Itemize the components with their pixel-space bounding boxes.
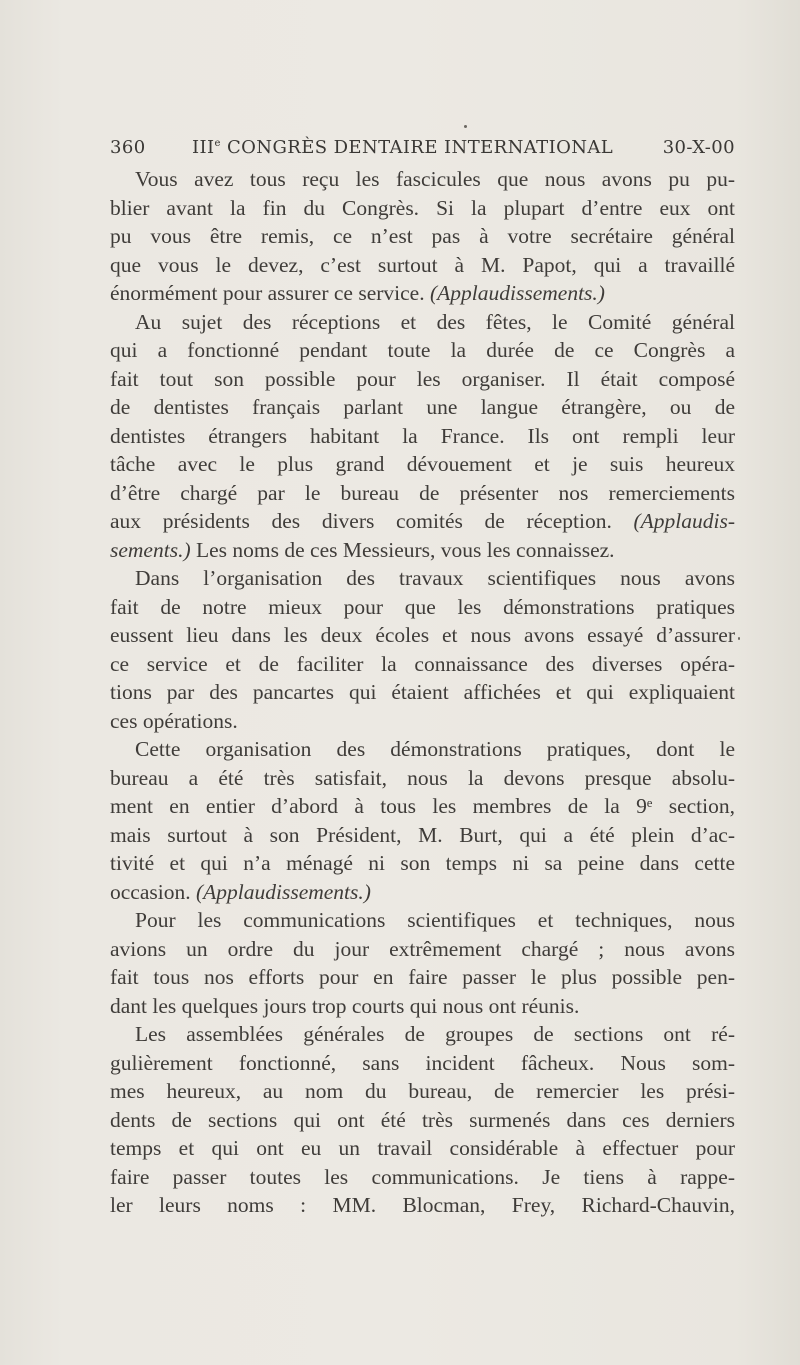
line-text: d’être chargé par le bureau de présenter nos remerciements [110,480,735,505]
text-line [110,194,735,223]
line-text: fait de notre mieux pour que les démonstrations pratiques [110,594,735,619]
line-text: tivité et qui n’a ménagé ni son temps ni sa peine dans cette [110,851,735,875]
italic-text: sements.) [110,537,191,562]
text-line [110,1191,735,1220]
line-text: avions un ordre du jour extrêmement chargé ; nous avons [110,936,735,961]
line-text: tions par des pancartes qui étaient affichées et qui expliquaient [110,680,735,704]
text-line [110,336,735,365]
line-text: fait tout son possible pour les organiser. Il était composé [110,366,735,391]
text-line [110,422,735,451]
line-text: ment en entier d’abord à tous les membres de la 9ᵉ section, [110,794,735,818]
text-line [110,650,735,679]
text-line [110,251,735,280]
page-number: 360 [110,137,146,158]
italic-text: (Applaudissements.) [195,879,371,904]
text-line [110,393,735,422]
text-line [110,963,735,992]
text-line [110,935,735,964]
ink-speck [464,125,467,128]
line-text: temps et qui ont eu un travail considérable à effectuer pour [110,1136,735,1160]
italic-text: (Applaudissements.) [429,281,605,305]
text-line [110,992,735,1021]
text-line [110,365,735,394]
line-text: eussent lieu dans les deux écoles et nous avons essayé d’assurer [110,623,735,647]
body-text [110,165,735,1220]
text-line [110,878,735,907]
text-line [110,1049,735,1078]
text-line [110,906,735,935]
line-text: Au sujet des réceptions et des fêtes, le Comité général [135,309,735,334]
text-line [110,1163,735,1192]
line-text: ce service et de faciliter la connaissance des diverses opéra- [110,651,735,676]
running-title-text: CONGRÈS DENTAIRE INTERNATIONAL [220,137,614,158]
text-line [110,308,735,337]
text-line [110,764,735,793]
line-text: énormément pour assurer ce service. [110,281,430,305]
running-title-prefix: III [192,137,215,158]
running-date: 30-X-00 [662,137,735,158]
text-line [110,279,735,308]
running-head [110,137,735,163]
line-text: dents de sections qui ont été très surmenés dans ces derniers [110,1107,735,1132]
text-line [110,735,735,764]
line-text: Les noms de ces Messieurs, vous les connaissez. [190,537,615,562]
line-text: occasion. [110,879,196,904]
line-text: mes heureux, au nom du bureau, de remercier les prési- [110,1079,735,1103]
line-text: aux présidents des divers comités de réception. [110,509,634,533]
text-line [110,621,735,650]
text-line [110,222,735,251]
line-text: mais surtout à son Président, M. Burt, qui a été plein d’ac- [110,822,735,847]
line-text: ler leurs noms : MM. Blocman, Frey, Richard-Chauvin, [110,1193,735,1217]
line-text: qui a fonctionné pendant toute la durée de ce Congrès a [110,338,735,362]
running-title [192,137,613,158]
text-line [110,165,735,194]
text-line [110,536,735,565]
line-text: dant les quelques jours trop courts qui nous ont réunis. [110,993,580,1018]
line-text: Les assemblées générales de groupes de sections ont ré- [135,1022,735,1046]
line-text: de dentistes français parlant une langue étrangère, ou de [110,395,735,419]
line-text: Cette organisation des démonstrations pratiques, dont le [135,737,735,761]
text-line [110,1106,735,1135]
line-text: bureau a été très satisfait, nous la devons presque absolu- [110,765,735,790]
line-text: tâche avec le plus grand dévouement et je suis heureux [110,452,735,476]
text-line [110,849,735,878]
text-line [110,1077,735,1106]
line-text: pu vous être remis, ce n’est pas à votre secrétaire général [110,224,735,248]
text-line [110,678,735,707]
italic-text: (Applaudis- [633,509,735,533]
text-line [110,792,735,821]
line-text: fait tous nos efforts pour en faire passer le plus possible pen- [110,965,735,989]
line-text: gulièrement fonctionné, sans incident fâcheux. Nous som- [110,1050,735,1075]
ink-speck [738,637,740,640]
line-text: faire passer toutes les communications. Je tiens à rappe- [110,1164,735,1189]
running-title-superscript: e [214,138,221,149]
line-text: que vous le devez, c’est surtout à M. Papot, qui a travaillé [110,252,735,277]
line-text: Vous avez tous reçu les fascicules que nous avons pu pu- [135,167,735,191]
text-line [110,593,735,622]
text-line [110,1020,735,1049]
text-line [110,479,735,508]
line-text: blier avant la fin du Congrès. Si la plupart d’entre eux ont [110,195,735,220]
text-line [110,821,735,850]
line-text: ces opérations. [110,708,238,733]
line-text: Pour les communications scientifiques et techniques, nous [135,908,735,932]
text-line [110,507,735,536]
text-line [110,450,735,479]
text-line [110,707,735,736]
line-text: dentistes étrangers habitant la France. Ils ont rempli leur [110,423,735,448]
text-line [110,1134,735,1163]
line-text: Dans l’organisation des travaux scientifiques nous avons [135,566,735,590]
text-line [110,564,735,593]
